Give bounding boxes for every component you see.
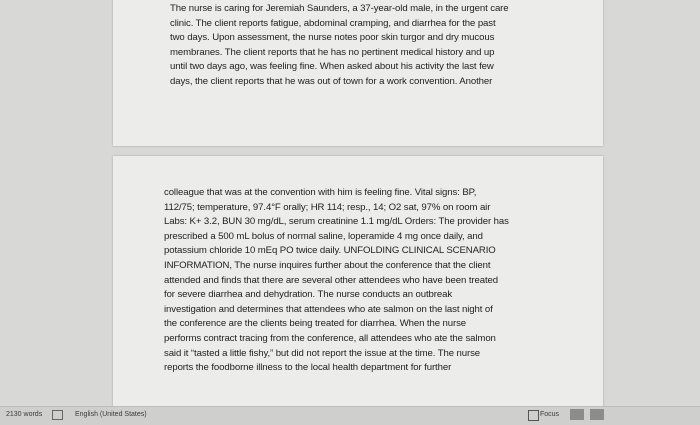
text-line: INFORMATION, The nurse inquires further about the conference that the client — [164, 259, 491, 271]
text-line: clinic. The client reports fatigue, abdominal cramping, and diarrhea for the past — [170, 17, 496, 29]
focus-icon[interactable] — [528, 410, 539, 421]
text-line: colleague that was at the convention with him is feeling fine. Vital signs: BP, — [164, 187, 477, 198]
document-page-1[interactable] — [113, 0, 603, 146]
print-layout-view-icon[interactable] — [570, 409, 584, 420]
text-line: for severe diarrhea and dehydration. The nurse conducts an outbreak — [164, 289, 453, 301]
document-page-2[interactable] — [113, 156, 603, 418]
text-line: the conference are the clients being treated for diarrhea. When the nurse — [164, 318, 467, 330]
text-line: 112/75; temperature, 97.4°F orally; HR 114; resp., 14; O2 sat, 97% on room air — [164, 201, 491, 213]
text-line: reports the foodborne illness to the local health department for further — [164, 362, 452, 374]
text-line: days, the client reports that he was out of town for a work convention. Another — [170, 75, 493, 87]
text-line: attended and finds that there are several other attendees who have been treated — [164, 274, 498, 286]
text-line: investigation and determines that attendees who ate salmon on the last night of — [164, 303, 493, 315]
text-line: membranes. The client reports that he has no pertinent medical history and up — [170, 46, 495, 58]
web-layout-view-icon[interactable] — [590, 409, 604, 420]
word-count[interactable]: 2130 words — [6, 411, 43, 418]
proofing-icon[interactable] — [52, 410, 63, 420]
text-line: prescribed a 500 mL bolus of normal saline, loperamide 4 mg once daily, and — [164, 230, 483, 242]
text-line: until two days ago, was feeling fine. When asked about his activity the last few — [170, 61, 494, 73]
text-line: potassium chloride 10 mEq PO twice daily. UNFOLDING CLINICAL SCENARIO — [164, 245, 496, 257]
text-line: performs contract tracing from the conference, all attendees who ate the salmon — [164, 332, 496, 344]
text-line: two days. Upon assessment, the nurse notes poor skin turgor and dry mucous — [170, 32, 495, 44]
text-line: The nurse is caring for Jeremiah Saunders, a 37-year-old male, in the urgent care — [170, 3, 509, 14]
page-2-text — [164, 186, 509, 376]
text-line: said it “tasted a little fishy,” but did not report the issue at the time. The nurse — [164, 347, 480, 359]
page-1-text — [170, 2, 509, 90]
status-bar — [0, 406, 700, 425]
text-line: Labs: K+ 3.2, BUN 30 mg/dL, serum creatinine 1.1 mg/dL Orders: The provider has — [164, 216, 509, 228]
focus-button[interactable]: Focus — [540, 411, 560, 418]
language-indicator[interactable]: English (United States) — [75, 411, 147, 418]
